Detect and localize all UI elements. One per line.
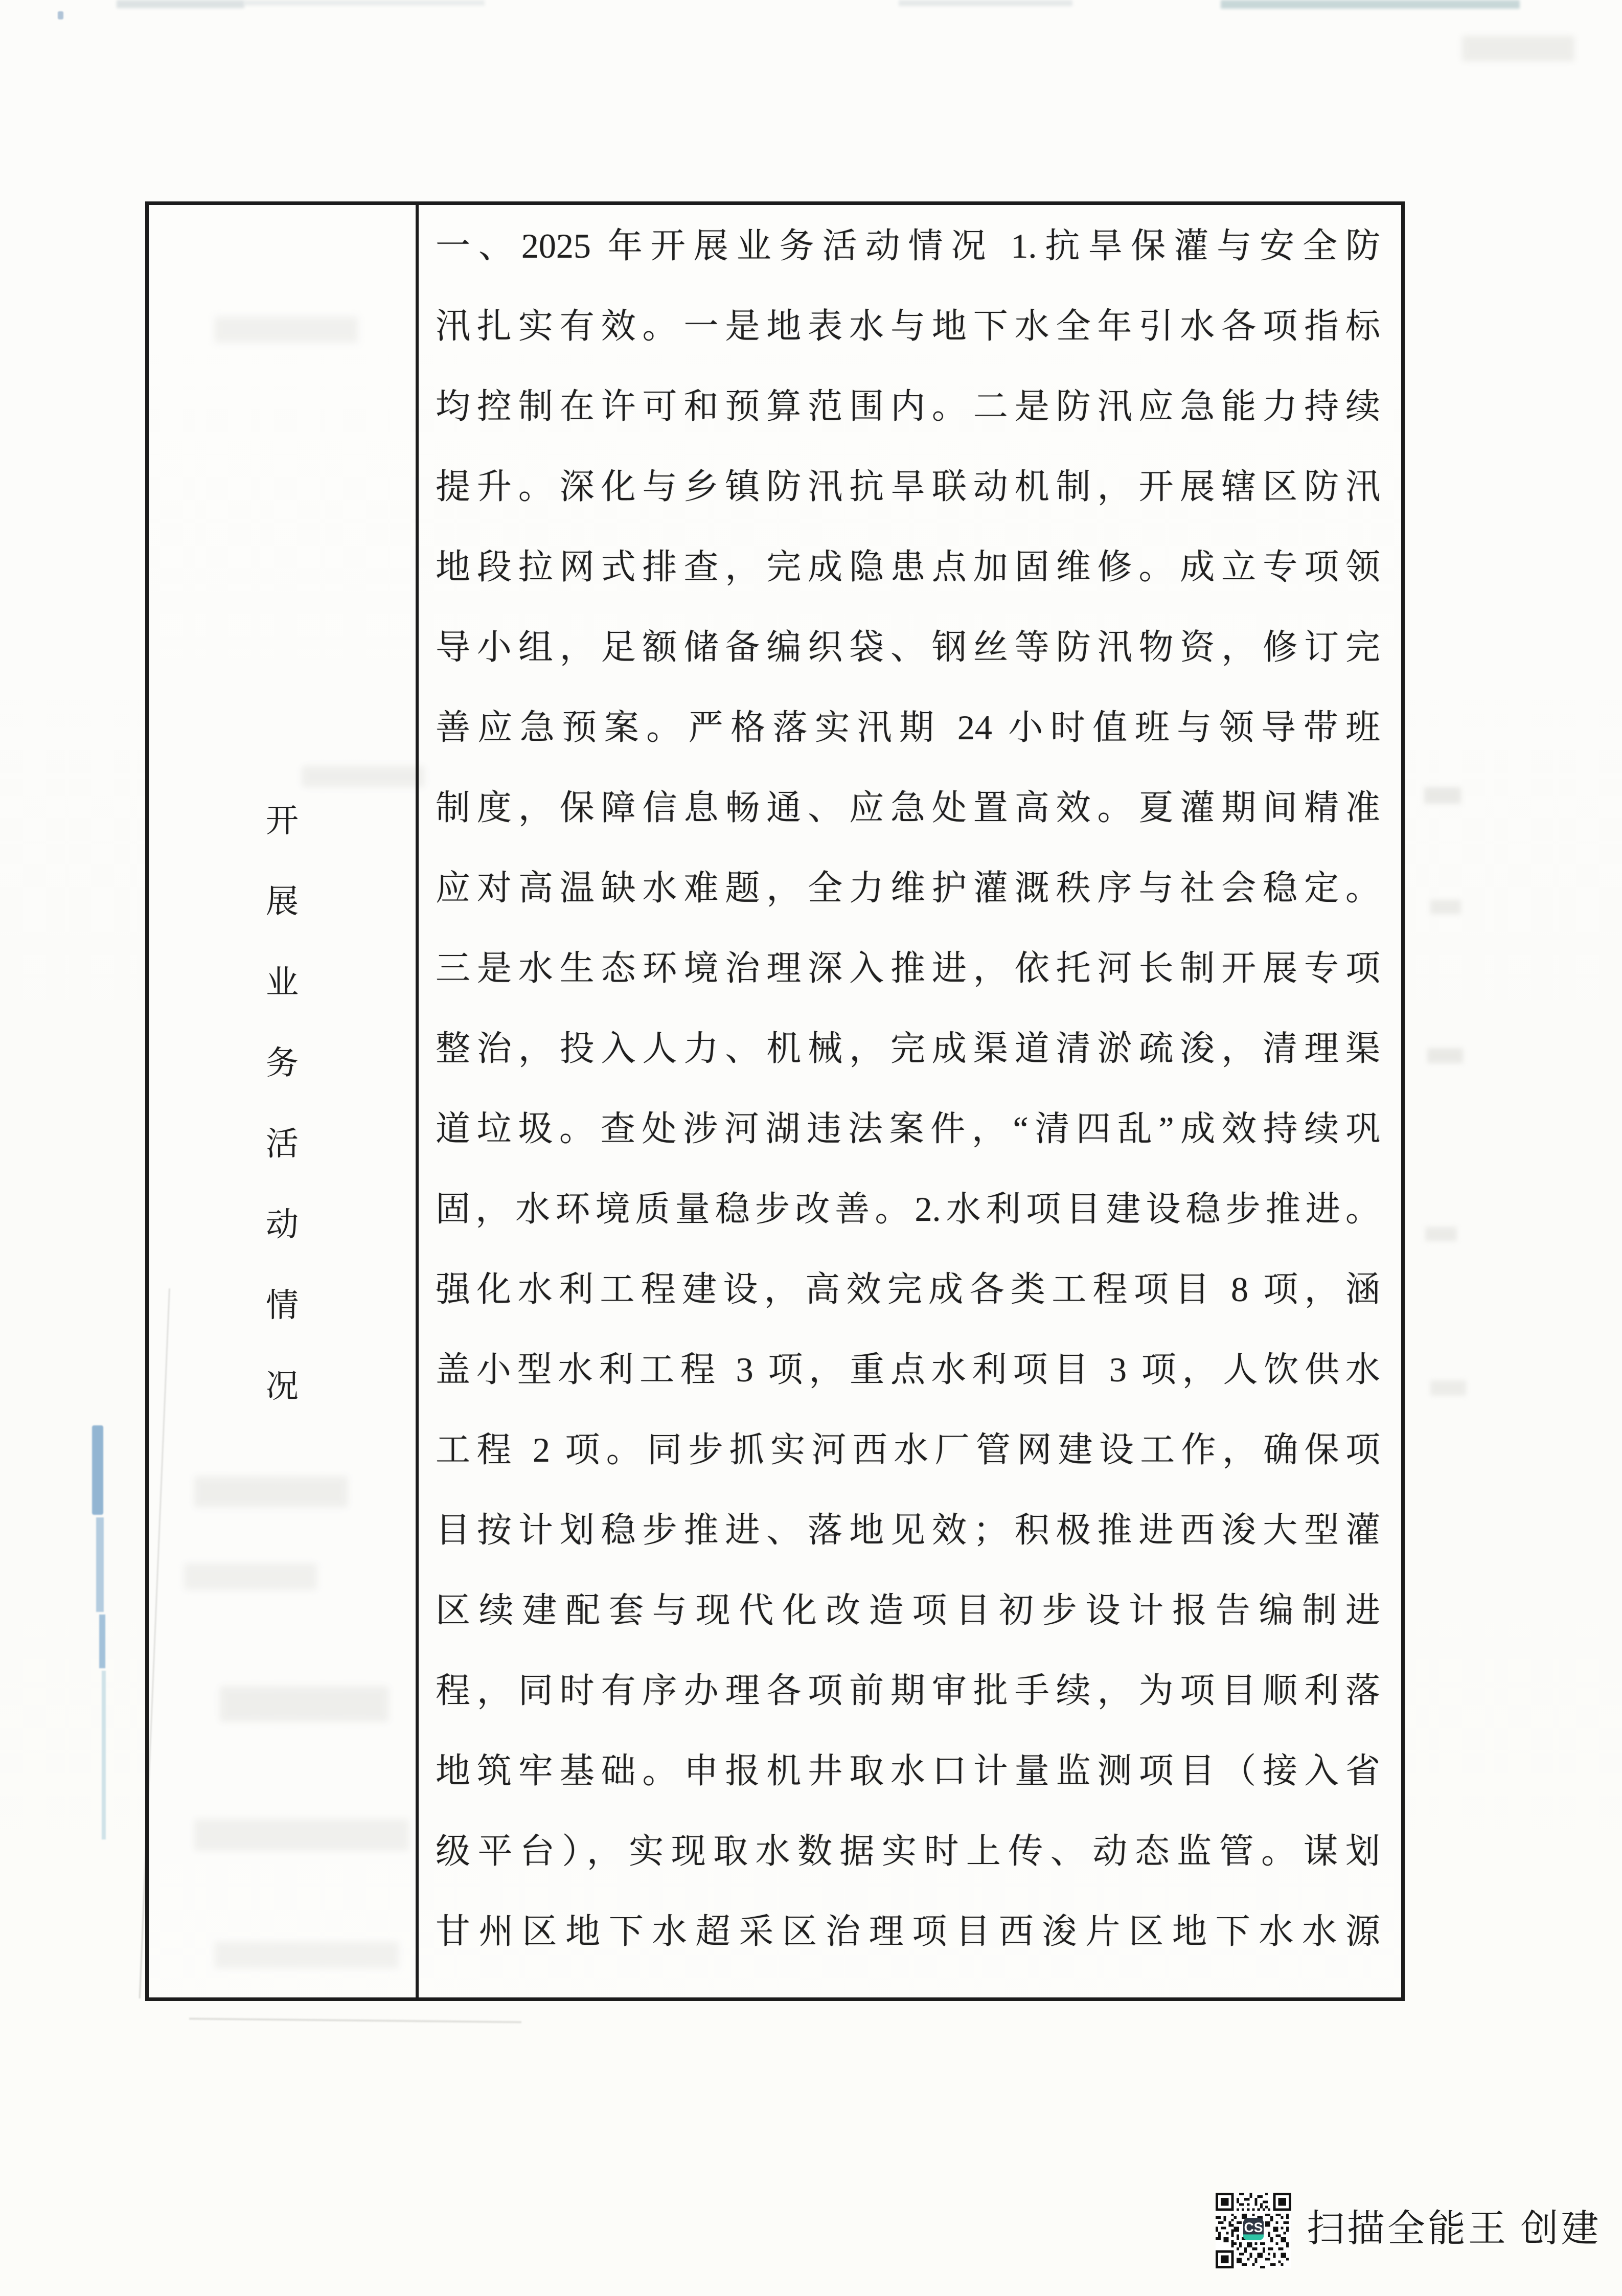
- row-header-char: 活: [266, 1126, 299, 1162]
- report-line: 导小组，足额储备编织袋、钢丝等防汛物资，修订完: [436, 628, 1380, 667]
- scan-artifact: [1425, 1227, 1457, 1241]
- scan-artifact: [1424, 787, 1461, 804]
- report-line: 目按计划稳步推进、落地见效；积极推进西浚大型灌: [436, 1511, 1380, 1550]
- scan-artifact: [1427, 1048, 1463, 1063]
- report-line: 甘州区地下水超采区治理项目西浚片区地下水水源: [436, 1912, 1380, 1951]
- scan-artifact: [96, 1517, 104, 1612]
- report-line: 程，同时有序办理各项前期审批手续，为项目顺利落: [436, 1671, 1380, 1710]
- report-line: 盖小型水利工程 3 项，重点水利项目 3 项，人饮供水: [436, 1350, 1380, 1389]
- report-line: 均控制在许可和预算范围内。二是防汛应急能力持续: [436, 387, 1380, 426]
- report-line: 汛扎实有效。一是地表水与地下水全年引水各项指标: [436, 307, 1380, 346]
- report-line: 固，水环境质量稳步改善。2.水利项目建设稳步推进。: [436, 1190, 1380, 1229]
- scan-artifact: [1430, 900, 1461, 914]
- scan-artifact: [58, 11, 63, 19]
- report-line: 区续建配套与现代化改造项目初步设计报告编制进: [436, 1591, 1380, 1630]
- scan-artifact: [92, 1425, 103, 1515]
- row-header-char: 业: [266, 964, 299, 1001]
- watermark-label: 扫描全能王 创建: [1307, 2208, 1602, 2250]
- report-line: 工程 2 项。同步抓实河西水厂管网建设工作，确保项: [436, 1430, 1380, 1469]
- scan-artifact: [117, 0, 244, 8]
- report-line: 地段拉网式排查，完成隐患点加固维修。成立专项领: [436, 548, 1380, 586]
- report-line: 提升。深化与乡镇防汛抗旱联动机制，开展辖区防汛: [436, 467, 1380, 506]
- row-header-char: 情: [266, 1287, 299, 1324]
- qr-code: [1216, 2192, 1291, 2269]
- report-line: 制度，保障信息畅通、应急处置高效。夏灌期间精准: [436, 788, 1380, 827]
- activity-report-cell: [419, 205, 1401, 1997]
- scan-artifact: [99, 1615, 105, 1668]
- report-line: 善应急预案。严格落实汛期 24 小时值班与领导带班: [436, 708, 1380, 747]
- row-header-char: 展: [266, 883, 299, 920]
- scan-artifact: [244, 0, 485, 6]
- report-line: 强化水利工程建设，高效完成各类工程项目 8 项，涵: [436, 1270, 1380, 1309]
- scan-artifact: [1221, 0, 1520, 9]
- row-header-cell: [149, 205, 419, 1997]
- row-header-char: 开: [266, 803, 299, 839]
- row-header-char: 务: [266, 1045, 299, 1081]
- scan-artifact: [102, 1671, 106, 1839]
- report-table: [145, 201, 1405, 2001]
- scan-artifact: [1430, 1380, 1466, 1396]
- scan-artifact: [189, 2018, 521, 2024]
- report-line: 一、2025 年开展业务活动情况 1.抗旱保灌与安全防: [436, 226, 1380, 265]
- report-line: 道垃圾。查处涉河湖违法案件，“清四乱”成效持续巩: [436, 1109, 1380, 1148]
- row-header-char: 动: [266, 1207, 299, 1243]
- row-header-char: 况: [266, 1368, 299, 1404]
- scan-artifact: [899, 0, 1072, 6]
- report-line: 地筑牢基础。申报机井取水口计量监测项目（接入省: [436, 1752, 1380, 1790]
- report-line: 级平台），实现取水数据实时上传、动态监管。谋划: [436, 1832, 1380, 1871]
- report-line: 整治，投入人力、机械，完成渠道清淤疏浚，清理渠: [436, 1029, 1380, 1068]
- scan-artifact: [1462, 36, 1574, 61]
- report-line: 三是水生态环境治理深入推进，依托河长制开展专项: [436, 949, 1380, 988]
- svg-text:CS: CS: [1244, 2220, 1263, 2236]
- camscanner-logo-icon: [1243, 2218, 1264, 2240]
- report-line: 应对高温缺水难题，全力维护灌溉秩序与社会稳定。: [436, 869, 1380, 907]
